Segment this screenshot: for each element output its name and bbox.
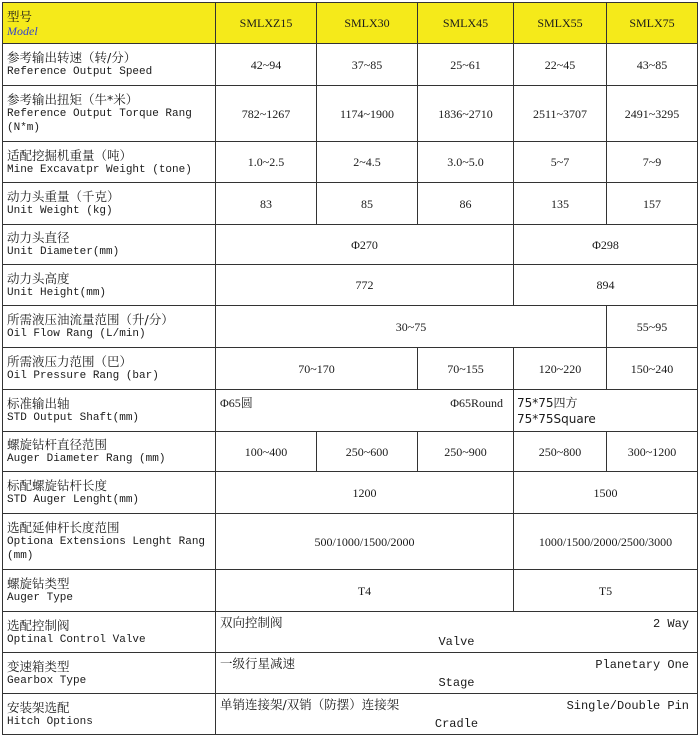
label-en: Oil Pressure Rang (bar) bbox=[7, 370, 159, 382]
label-cn: 所需液压力范围（巴） bbox=[7, 354, 133, 369]
value-cn: 双向控制阀 bbox=[220, 615, 283, 630]
row-label bbox=[3, 306, 216, 348]
cell: 250~900 bbox=[418, 432, 514, 472]
cell: 100~400 bbox=[216, 432, 317, 472]
cell: 83 bbox=[216, 183, 317, 225]
cell: 3.0~5.0 bbox=[418, 142, 514, 183]
model-smlx30: SMLX30 bbox=[317, 3, 418, 44]
spec-table bbox=[2, 2, 698, 735]
label-en: Reference Output Speed bbox=[7, 66, 153, 78]
label-cn: 螺旋钻类型 bbox=[7, 576, 70, 591]
label-cn: 所需液压油流量范围（升/分） bbox=[7, 312, 174, 327]
cell: 250~600 bbox=[317, 432, 418, 472]
row-label bbox=[3, 44, 216, 86]
cell-shaft-square bbox=[514, 390, 698, 432]
label-cn: 动力头高度 bbox=[7, 270, 70, 286]
label-cn: 安装架选配 bbox=[7, 699, 70, 715]
row-auger-diameter bbox=[3, 432, 698, 472]
label-en: STD Output Shaft(mm) bbox=[7, 412, 140, 424]
value-en-cont: Cradle bbox=[434, 717, 479, 731]
cell: 1200 bbox=[216, 472, 514, 514]
cell-gearbox bbox=[216, 653, 698, 694]
row-label bbox=[3, 612, 216, 653]
label-cn: 参考输出扭矩（牛*米） bbox=[7, 92, 139, 107]
row-excavator bbox=[3, 142, 698, 183]
cell: 86 bbox=[418, 183, 514, 225]
label-en: Oil Flow Rang (L/min) bbox=[7, 328, 146, 340]
row-label bbox=[3, 86, 216, 142]
cell: 500/1000/1500/2000 bbox=[216, 514, 514, 570]
cell-hitch bbox=[216, 694, 698, 735]
label-cn: 选配控制阀 bbox=[7, 617, 70, 633]
header-label-cn: 型号 bbox=[7, 8, 33, 24]
shaft-square-cn: 75*75四方 bbox=[517, 395, 578, 410]
row-height bbox=[3, 265, 698, 306]
value-en-cont: Valve bbox=[438, 635, 475, 649]
value-cn: 单销连接架/双销（防摆）连接架 bbox=[220, 697, 400, 712]
value-en: 2 Way bbox=[652, 617, 689, 631]
cell: 2511~3707 bbox=[514, 86, 607, 142]
label-cn: 变速箱类型 bbox=[7, 658, 70, 674]
cell: 894 bbox=[514, 265, 698, 306]
row-diameter bbox=[3, 225, 698, 265]
row-label bbox=[3, 514, 216, 570]
row-auger-length bbox=[3, 472, 698, 514]
cell: 135 bbox=[514, 183, 607, 225]
cell: 157 bbox=[607, 183, 698, 225]
label-en: Reference Output Torque Rang (N*m) bbox=[7, 108, 192, 134]
shaft-round-en: Φ65Round bbox=[450, 396, 503, 410]
label-en: Optinal Control Valve bbox=[7, 633, 146, 646]
row-label bbox=[3, 183, 216, 225]
cell: 70~155 bbox=[418, 348, 514, 390]
cell: Φ298 bbox=[514, 225, 698, 265]
cell: 2~4.5 bbox=[317, 142, 418, 183]
label-en: Unit Height(mm) bbox=[7, 286, 107, 299]
label-en: Auger Diameter Rang (mm) bbox=[7, 453, 166, 465]
label-en: Unit Weight (kg) bbox=[7, 205, 113, 217]
cell: 55~95 bbox=[607, 306, 698, 348]
row-hitch bbox=[3, 694, 698, 735]
row-label bbox=[3, 225, 216, 265]
label-en: Hitch Options bbox=[7, 715, 93, 728]
value-en: Planetary One bbox=[595, 658, 689, 672]
cell: 300~1200 bbox=[607, 432, 698, 472]
cell: 30~75 bbox=[216, 306, 607, 348]
cell: Φ270 bbox=[216, 225, 514, 265]
cell: 25~61 bbox=[418, 44, 514, 86]
cell: 1000/1500/2000/2500/3000 bbox=[514, 514, 698, 570]
cell-control-valve bbox=[216, 612, 698, 653]
value-cn: 一级行星减速 bbox=[220, 656, 296, 671]
row-label bbox=[3, 265, 216, 306]
cell: T5 bbox=[514, 570, 698, 612]
label-en: Unit Diameter(mm) bbox=[7, 246, 120, 258]
row-weight bbox=[3, 183, 698, 225]
model-smlx45: SMLX45 bbox=[418, 3, 514, 44]
row-label bbox=[3, 472, 216, 514]
cell-shaft-round bbox=[216, 390, 514, 432]
label-cn: 螺旋钻杆直径范围 bbox=[7, 437, 108, 452]
label-cn: 选配延伸杆长度范围 bbox=[7, 520, 120, 535]
label-en: Gearbox Type bbox=[7, 674, 87, 687]
cell: 120~220 bbox=[514, 348, 607, 390]
row-label bbox=[3, 432, 216, 472]
row-label bbox=[3, 390, 216, 432]
label-cn: 参考输出转速（转/分） bbox=[7, 50, 137, 65]
cell: 1.0~2.5 bbox=[216, 142, 317, 183]
cell: 782~1267 bbox=[216, 86, 317, 142]
cell: 43~85 bbox=[607, 44, 698, 86]
label-en: Mine Excavatpr Weight (tone) bbox=[7, 163, 192, 176]
cell: 1500 bbox=[514, 472, 698, 514]
cell: 772 bbox=[216, 265, 514, 306]
label-cn: 标配螺旋钻杆长度 bbox=[7, 478, 108, 493]
cell: 250~800 bbox=[514, 432, 607, 472]
row-control-valve bbox=[3, 612, 698, 653]
cell: 70~170 bbox=[216, 348, 418, 390]
cell: 37~85 bbox=[317, 44, 418, 86]
cell: 42~94 bbox=[216, 44, 317, 86]
row-extension bbox=[3, 514, 698, 570]
label-en: STD Auger Lenght(mm) bbox=[7, 494, 140, 506]
model-smlx75: SMLX75 bbox=[607, 3, 698, 44]
row-speed bbox=[3, 44, 698, 86]
cell: 5~7 bbox=[514, 142, 607, 183]
row-gearbox bbox=[3, 653, 698, 694]
cell: T4 bbox=[216, 570, 514, 612]
label-cn: 适配挖掘机重量（吨） bbox=[7, 147, 133, 163]
cell: 85 bbox=[317, 183, 418, 225]
label-en: Auger Type bbox=[7, 592, 74, 604]
label-en: Optiona Extensions Lenght Rang (mm) bbox=[7, 536, 206, 562]
header-label-en: Model bbox=[7, 23, 38, 38]
row-label bbox=[3, 570, 216, 612]
header-label bbox=[3, 3, 216, 44]
model-smlxz15: SMLXZ15 bbox=[216, 3, 317, 44]
row-shaft bbox=[3, 390, 698, 432]
value-en: Single/Double Pin bbox=[566, 699, 689, 713]
row-label bbox=[3, 348, 216, 390]
row-label bbox=[3, 142, 216, 183]
cell: 2491~3295 bbox=[607, 86, 698, 142]
label-cn: 动力头重量（千克） bbox=[7, 189, 120, 204]
row-auger-type bbox=[3, 570, 698, 612]
row-label bbox=[3, 694, 216, 735]
cell: 1836~2710 bbox=[418, 86, 514, 142]
cell: 7~9 bbox=[607, 142, 698, 183]
cell: 22~45 bbox=[514, 44, 607, 86]
cell: 1174~1900 bbox=[317, 86, 418, 142]
shaft-square-en: 75*75Square bbox=[517, 411, 596, 426]
row-oil-flow bbox=[3, 306, 698, 348]
row-torque bbox=[3, 86, 698, 142]
header-row bbox=[3, 3, 698, 44]
cell: 150~240 bbox=[607, 348, 698, 390]
model-smlx55: SMLX55 bbox=[514, 3, 607, 44]
row-oil-pressure bbox=[3, 348, 698, 390]
row-label bbox=[3, 653, 216, 694]
label-cn: 动力头直径 bbox=[7, 230, 70, 245]
label-cn: 标准输出轴 bbox=[7, 396, 70, 411]
shaft-round-cn: Φ65圆 bbox=[220, 396, 253, 410]
value-en-cont: Stage bbox=[438, 676, 475, 690]
